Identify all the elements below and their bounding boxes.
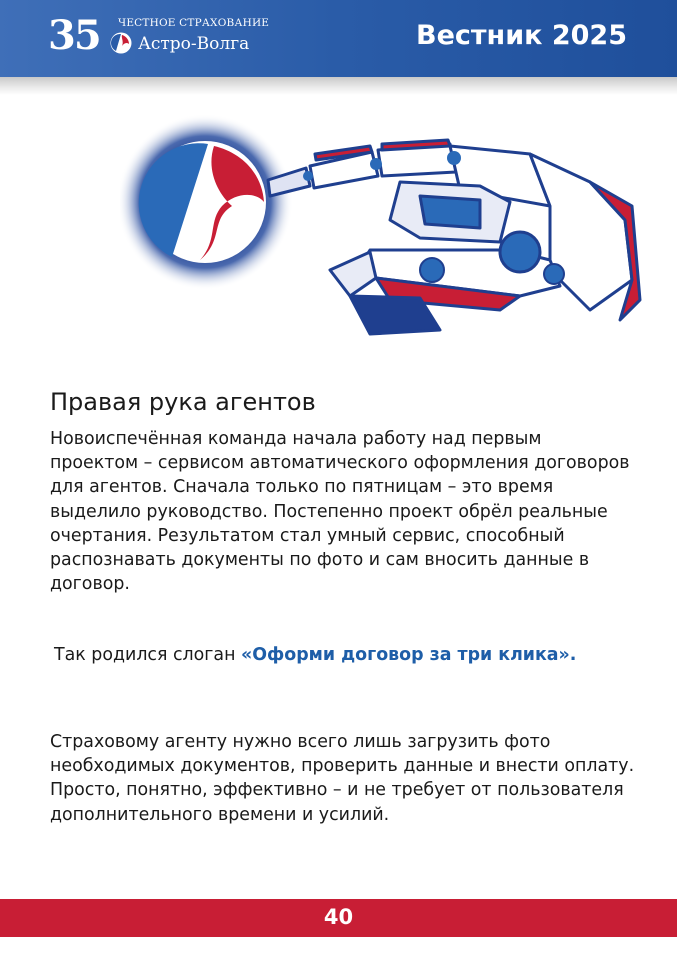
slogan-prefix: Так родился слоган	[54, 645, 241, 665]
logo-anniversary-number: 35	[48, 12, 100, 59]
logo-tagline: ЧЕСТНОЕ СТРАХОВАНИЕ	[118, 17, 270, 29]
issue-title: Вестник 2025	[416, 20, 627, 51]
robot-hand-touching-logo-illustration	[120, 110, 650, 350]
logo-company-name: Астро-Волга	[138, 34, 250, 54]
slogan-line	[54, 645, 576, 665]
company-logo	[48, 14, 278, 62]
article-title: Правая рука агентов	[50, 387, 316, 416]
article-paragraph-3: Страховому агенту нужно всего лишь загрузить фото необходимых документов, проверить данные и внести оплату. Просто, понятно, эффективно – и не требует от пользователя дополнительного времени и усилий.	[50, 732, 635, 825]
astro-volga-logo-icon	[110, 32, 132, 54]
header-shadow	[0, 77, 677, 95]
page-number: 40	[323, 905, 354, 929]
article-paragraph-1: Новоиспечённая команда начала работу над первым проектом – сервисом автоматического оформления договоров для агентов. Сначала только по пятницам – это время выделило руководство. Постепенно проект обрёл реальные очертания. Результатом стал умный сервис, способный распознавать документы по фото и сам вносить данные в договор.	[50, 429, 630, 595]
slogan-highlight: «Оформи договор за три клика».	[241, 645, 577, 665]
